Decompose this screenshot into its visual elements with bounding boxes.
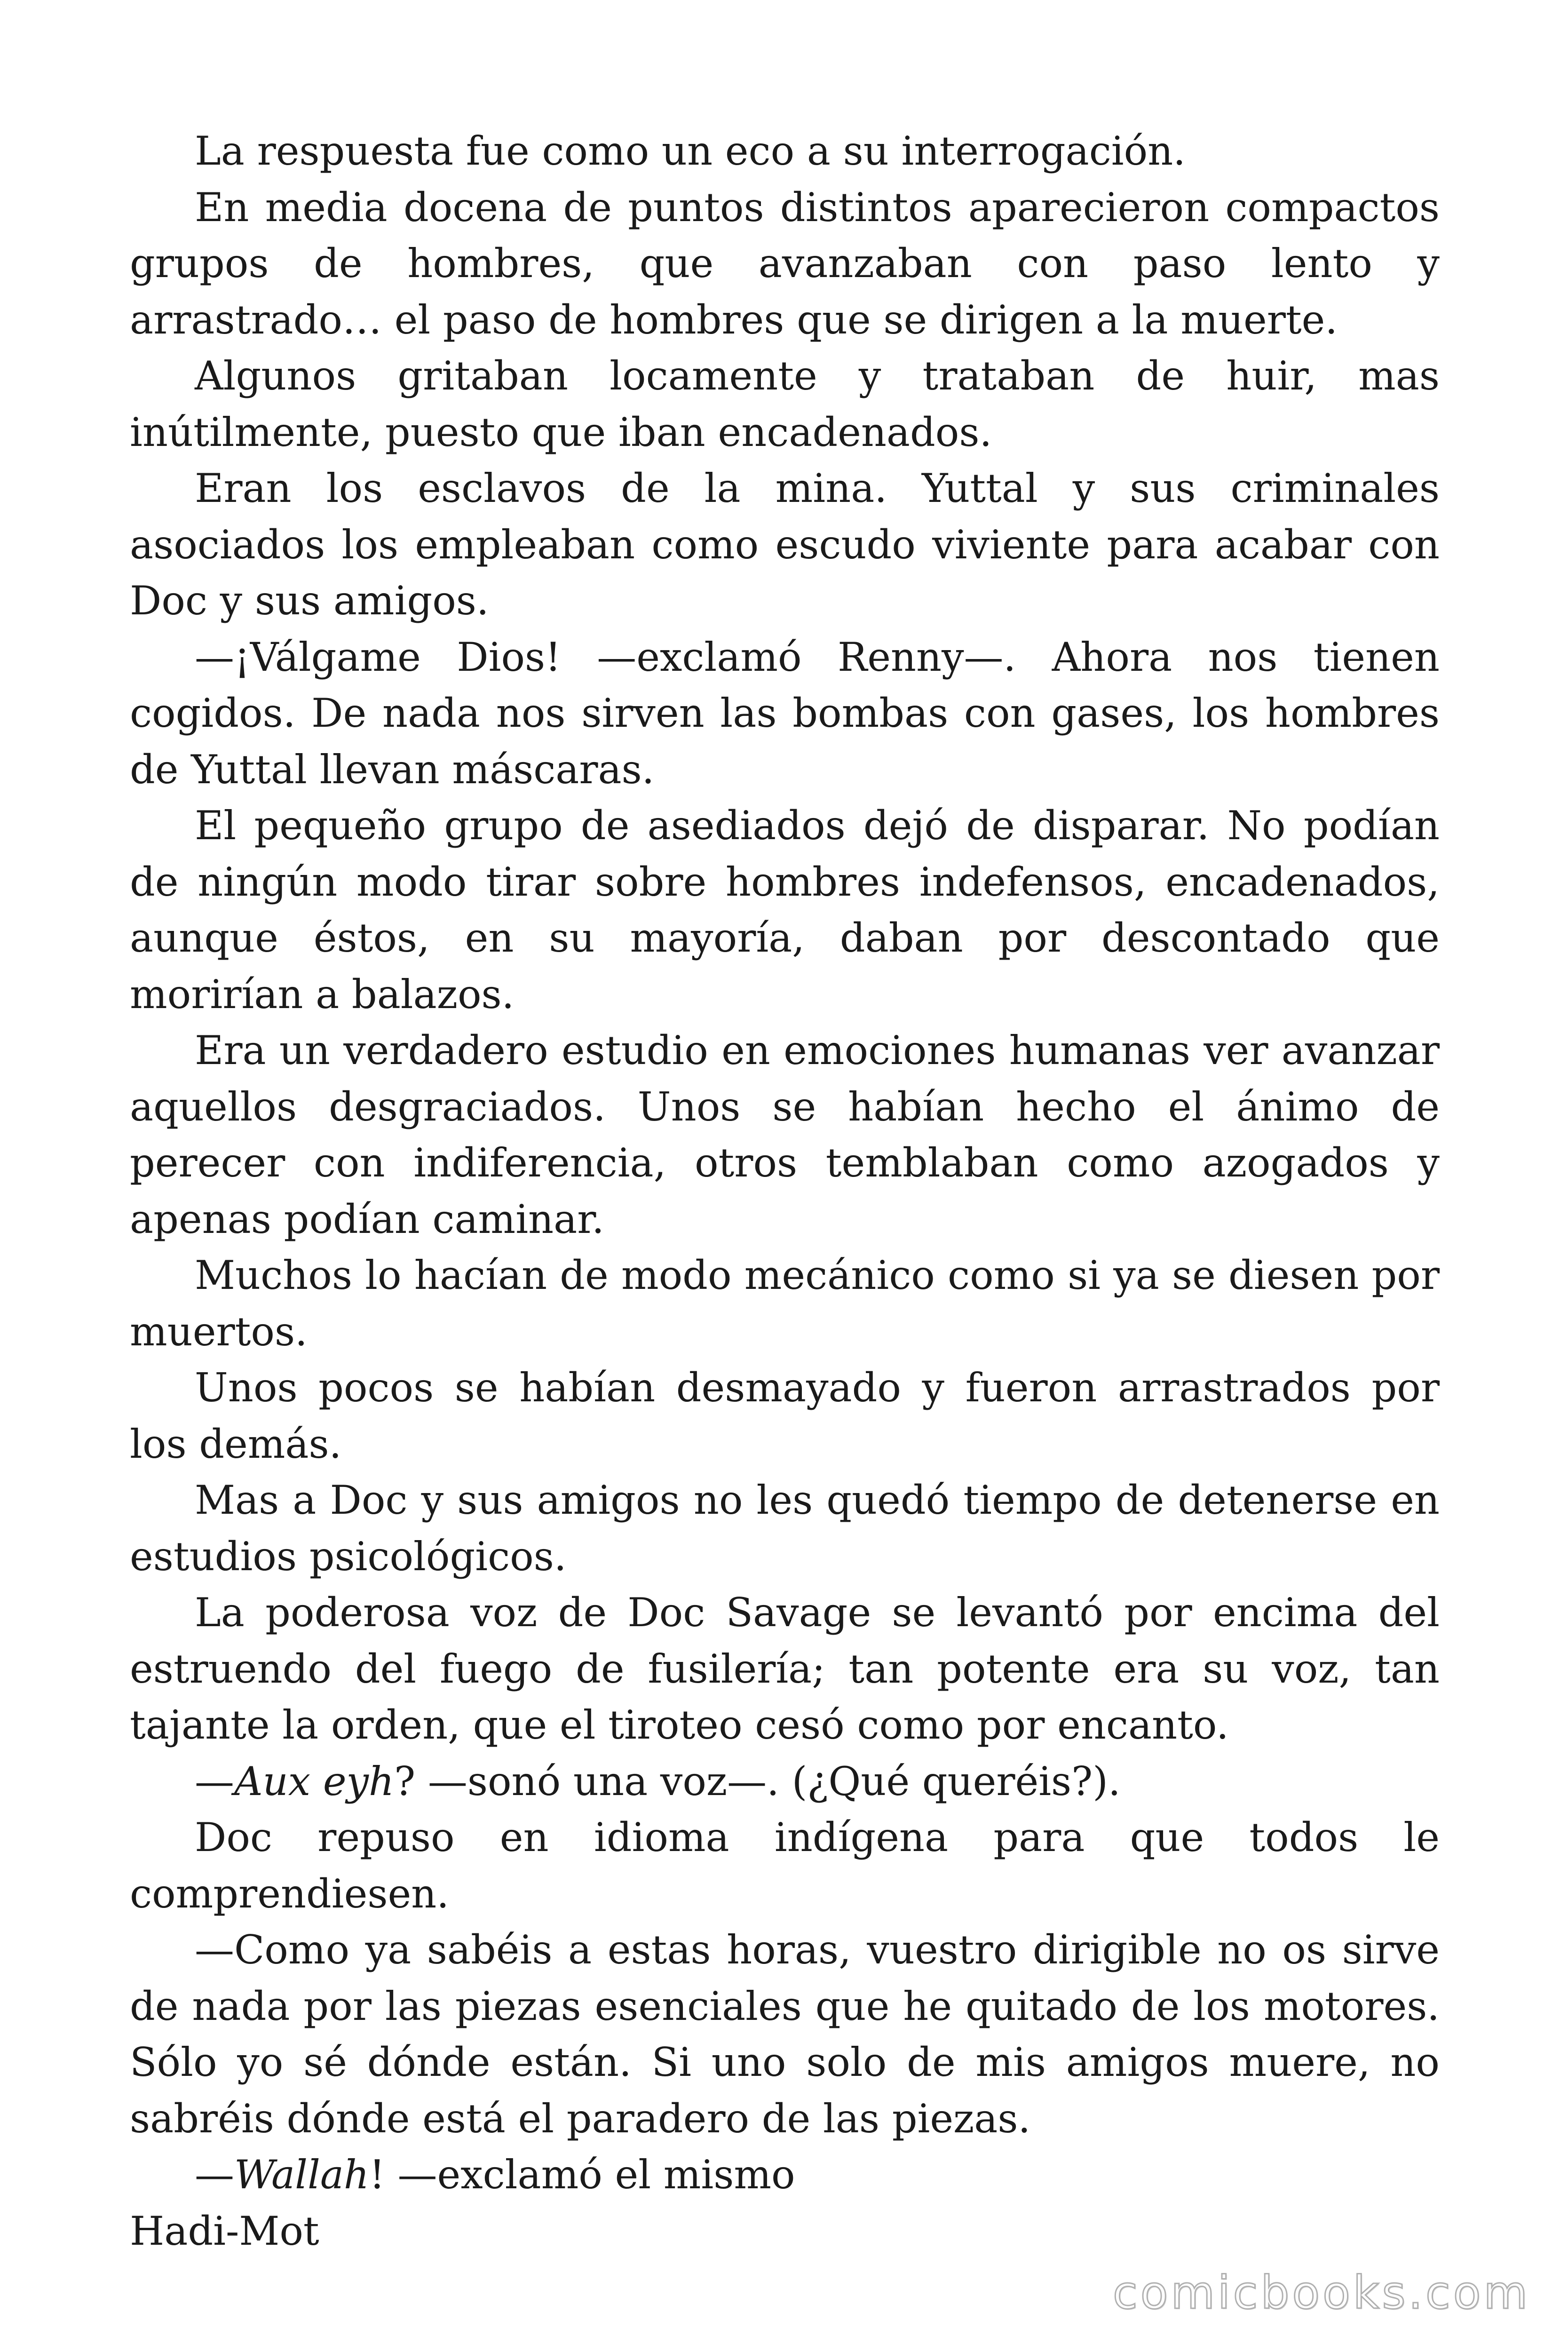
paragraph-10: Mas a Doc y sus amigos no les quedó tiempo de detenerse en estudios psicológicos. <box>130 1477 1440 1580</box>
paragraph-13: Doc repuso en idioma indígena para que todos le comprendiesen. <box>130 1814 1440 1917</box>
watermark: comicbooks.com <box>1112 2266 1530 2319</box>
paragraph-14: —Como ya sabéis a estas horas, vuestro dirigible no os sirve de nada por las piezas esenciales que he quitado de los motores. Sólo yo sé dónde están. Si uno solo de mis amigos muere, no sabréis dónde está el paradero de las piezas. <box>130 1927 1440 2142</box>
paragraph-3: Algunos gritaban locamente y trataban de huir, mas inútilmente, puesto que iban encadenados. <box>130 353 1440 455</box>
paragraph-2: En media docena de puntos distintos aparecieron compactos grupos de hombres, que avanzaban con paso lento y arrastrado… el paso de hombres que se dirigen a la muerte. <box>130 184 1440 343</box>
paragraph-4: Eran los esclavos de la mina. Yuttal y sus criminales asociados los empleaban como escudo viviente para acabar con Doc y sus amigos. <box>130 465 1440 624</box>
body-text <box>130 123 1440 2259</box>
paragraph-8: Muchos lo hacían de modo mecánico como si ya se diesen por muertos. <box>130 1252 1440 1355</box>
italic-phrase: Wallah <box>234 2152 370 2198</box>
paragraph-6: El pequeño grupo de asediados dejó de disparar. No podían de ningún modo tirar sobre hombres indefensos, encadenados, aunque éstos, en su mayoría, daban por descontado que morirían a balazos. <box>130 803 1440 1017</box>
paragraph-15: —Wallah! —exclamó el mismo <box>195 2152 795 2198</box>
paragraph-11: La poderosa voz de Doc Savage se levantó por encima del estruendo del fuego de fusilería; tan potente era su voz, tan tajante la orden, que el tiroteo cesó como por encanto. <box>130 1589 1440 1748</box>
paragraph-16: Hadi-Mot <box>130 2208 319 2254</box>
paragraph-5: —¡Válgame Dios! —exclamó Renny—. Ahora nos tienen cogidos. De nada nos sirven las bombas con gases, los hombres de Yuttal llevan máscaras. <box>130 634 1440 793</box>
paragraph-9: Unos pocos se habían desmayado y fueron arrastrados por los demás. <box>130 1365 1440 1467</box>
paragraph-12: —Aux eyh? —sonó una voz—. (¿Qué queréis?). <box>195 1758 1121 1804</box>
italic-phrase: Aux eyh <box>234 1758 395 1804</box>
paragraph-1: La respuesta fue como un eco a su interrogación. <box>195 128 1186 174</box>
paragraph-7: Era un verdadero estudio en emociones humanas ver avanzar aquellos desgraciados. Unos se habían hecho el ánimo de perecer con indiferencia, otros temblaban como azogados y apenas podían caminar. <box>130 1027 1440 1242</box>
